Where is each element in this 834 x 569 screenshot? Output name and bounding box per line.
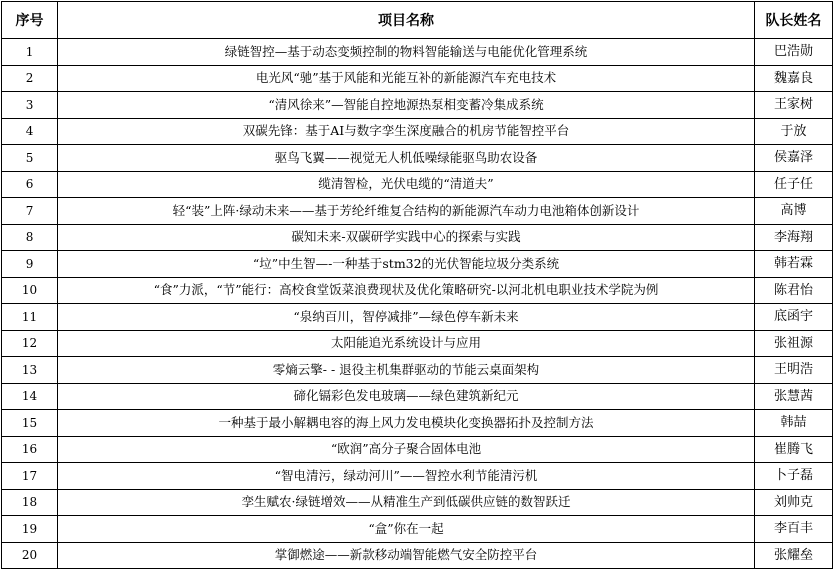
table-row <box>2 39 833 66</box>
row-seq: 6 <box>2 171 58 198</box>
table-row <box>2 463 833 490</box>
row-project-name: “清风徐来”—智能自控地源热泵相变蓄冷集成系统 <box>58 92 755 119</box>
row-leader: 韩若霖 <box>754 251 832 278</box>
row-seq: 4 <box>2 118 58 145</box>
row-leader: 崔腾飞 <box>754 436 832 463</box>
row-seq: 14 <box>2 383 58 410</box>
table-row <box>2 224 833 251</box>
header-row <box>2 2 833 39</box>
row-leader: 卜子磊 <box>754 463 832 490</box>
row-seq: 9 <box>2 251 58 278</box>
row-seq: 12 <box>2 330 58 357</box>
table-row <box>2 251 833 278</box>
row-leader: 魏嘉良 <box>754 65 832 92</box>
row-leader: 李海翔 <box>754 224 832 251</box>
row-seq: 2 <box>2 65 58 92</box>
row-leader: 张慧茜 <box>754 383 832 410</box>
row-project-name: 一种基于最小解耦电容的海上风力发电模块化变换器拓扑及控制方法 <box>58 410 755 437</box>
row-project-name: “泉纳百川，智停减排”—绿色停车新未来 <box>58 304 755 331</box>
row-leader: 张耀垒 <box>754 542 832 569</box>
row-leader: 王家树 <box>754 92 832 119</box>
header-project-name: 项目名称 <box>58 2 755 39</box>
row-leader: 韩喆 <box>754 410 832 437</box>
table-row <box>2 65 833 92</box>
row-seq: 11 <box>2 304 58 331</box>
row-project-name: 驱鸟飞翼——视觉无人机低噪绿能驱鸟助农设备 <box>58 145 755 172</box>
row-project-name: 电光风“驰”基于风能和光能互补的新能源汽车充电技术 <box>58 65 755 92</box>
table-row <box>2 92 833 119</box>
row-project-name: 绿链智控—基于动态变频控制的物料智能输送与电能优化管理系统 <box>58 39 755 66</box>
row-project-name: “盒”你在一起 <box>58 516 755 543</box>
project-table <box>1 1 833 569</box>
row-leader: 巴浩勋 <box>754 39 832 66</box>
row-seq: 1 <box>2 39 58 66</box>
row-leader: 高博 <box>754 198 832 225</box>
row-leader: 刘帅克 <box>754 489 832 516</box>
row-project-name: 掌御燃途——新款移动端智能燃气安全防控平台 <box>58 542 755 569</box>
table-row <box>2 277 833 304</box>
table-row <box>2 489 833 516</box>
row-leader: 于放 <box>754 118 832 145</box>
table-row <box>2 436 833 463</box>
row-leader: 任子任 <box>754 171 832 198</box>
table-row <box>2 304 833 331</box>
row-project-name: 轻“装”上阵·绿动未来——基于芳纶纤维复合结构的新能源汽车动力电池箱体创新设计 <box>58 198 755 225</box>
row-seq: 15 <box>2 410 58 437</box>
row-seq: 8 <box>2 224 58 251</box>
row-leader: 侯嘉泽 <box>754 145 832 172</box>
row-seq: 5 <box>2 145 58 172</box>
row-leader: 底函宇 <box>754 304 832 331</box>
row-leader: 李百丰 <box>754 516 832 543</box>
row-project-name: 双碳先锋：基于AI与数字孪生深度融合的机房节能智控平台 <box>58 118 755 145</box>
row-seq: 3 <box>2 92 58 119</box>
header-seq: 序号 <box>2 2 58 39</box>
table-row <box>2 542 833 569</box>
row-seq: 13 <box>2 357 58 384</box>
table-row <box>2 357 833 384</box>
row-project-name: “欧润”高分子聚合固体电池 <box>58 436 755 463</box>
row-seq: 20 <box>2 542 58 569</box>
row-leader: 张祖源 <box>754 330 832 357</box>
table-row <box>2 145 833 172</box>
row-leader: 王明浩 <box>754 357 832 384</box>
row-project-name: “垃”中生智—-一种基于stm32的光伏智能垃圾分类系统 <box>58 251 755 278</box>
row-project-name: “食”力派，“节”能行：高校食堂饭菜浪费现状及优化策略研究-以河北机电职业技术学院为例 <box>58 277 755 304</box>
row-project-name: 孪生赋农·绿链增效——从精准生产到低碳供应链的数智跃迁 <box>58 489 755 516</box>
table-row <box>2 330 833 357</box>
row-project-name: 碲化镉彩色发电玻璃——绿色建筑新纪元 <box>58 383 755 410</box>
row-seq: 7 <box>2 198 58 225</box>
table-row <box>2 171 833 198</box>
header-leader: 队长姓名 <box>754 2 832 39</box>
table-row <box>2 410 833 437</box>
row-project-name: 零熵云擎- - 退役主机集群驱动的节能云桌面架构 <box>58 357 755 384</box>
table-row <box>2 516 833 543</box>
table-row <box>2 198 833 225</box>
table-row <box>2 118 833 145</box>
row-project-name: 太阳能追光系统设计与应用 <box>58 330 755 357</box>
row-seq: 16 <box>2 436 58 463</box>
row-project-name: “智电清污，绿动河川”——智控水利节能清污机 <box>58 463 755 490</box>
row-seq: 10 <box>2 277 58 304</box>
row-project-name: 缆清智检，光伏电缆的“清道夫” <box>58 171 755 198</box>
row-project-name: 碳知未来-双碳研学实践中心的探索与实践 <box>58 224 755 251</box>
table-row <box>2 383 833 410</box>
row-seq: 17 <box>2 463 58 490</box>
row-seq: 18 <box>2 489 58 516</box>
row-leader: 陈君怡 <box>754 277 832 304</box>
row-seq: 19 <box>2 516 58 543</box>
